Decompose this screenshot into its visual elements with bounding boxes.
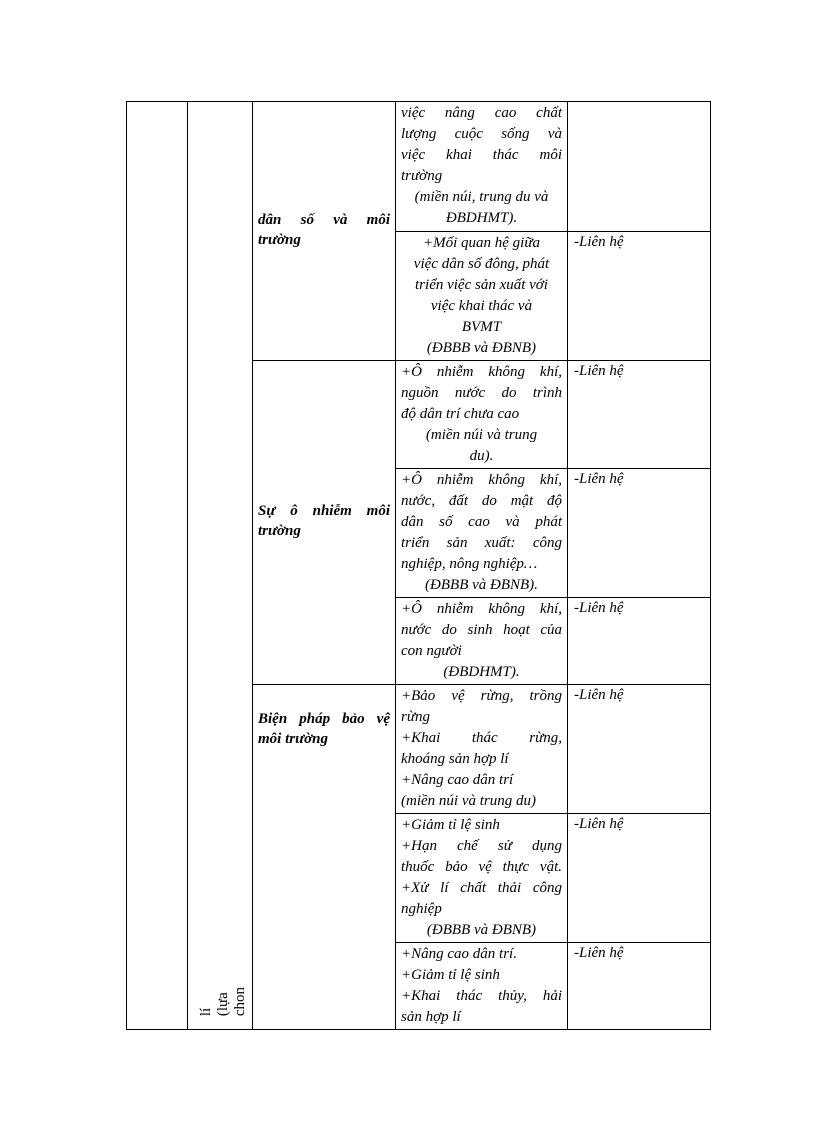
activity-cell <box>568 469 711 598</box>
content-text: việc nâng cao chất lượng cuộc sống và việc khai thác môi trường (miền núi, trung du và ĐBDHMT). <box>401 105 562 226</box>
content-cell <box>396 598 568 685</box>
side-label: lí (lựa chon <box>198 986 248 1016</box>
activity-cell <box>568 361 711 469</box>
content-text: +Nâng cao dân trí. +Giảm tỉ lệ sinh +Khai thác thủy, hải sản hợp lí <box>401 946 562 1025</box>
side-label-cell <box>188 102 253 1030</box>
content-text: +Ô nhiễm không khí, nguồn nước do trình độ dân trí chưa cao (miền núi và trung du). <box>401 364 562 464</box>
activity-cell <box>568 943 711 1030</box>
activity-text: -Liên hệ <box>574 471 624 487</box>
content-cell <box>396 685 568 814</box>
activity-text: -Liên hệ <box>574 600 624 616</box>
activity-text: -Liên hệ <box>574 687 624 703</box>
activity-cell <box>568 685 711 814</box>
activity-cell <box>568 102 711 232</box>
content-cell <box>396 361 568 469</box>
content-text: +Ô nhiễm không khí, nước, đất do mật độ dân số cao và phát triển sản xuất: công nghiệp, nông nghiệp… (ĐBBB và ĐBNB). <box>401 472 562 593</box>
activity-text: -Liên hệ <box>574 234 624 250</box>
topic-cell <box>253 685 396 1030</box>
activity-text: -Liên hệ <box>574 363 624 379</box>
topic-title: dân số và môi trường <box>258 212 390 248</box>
topic-cell <box>253 361 396 685</box>
content-cell <box>396 943 568 1030</box>
topic-title: Sự ô nhiễm môi trường <box>258 503 390 539</box>
activity-cell <box>568 814 711 943</box>
content-text: +Mối quan hệ giữa việc dân số đông, phát triển việc sản xuất với việc khai thác và BVMT (ĐBBB và ĐBNB) <box>413 235 550 356</box>
blank-column-cell <box>127 102 188 1030</box>
content-cell <box>396 814 568 943</box>
topic-cell <box>253 102 396 361</box>
content-text: +Ô nhiễm không khí, nước do sinh hoạt của con người (ĐBDHMT). <box>401 601 562 680</box>
content-cell <box>396 102 568 232</box>
content-cell <box>396 469 568 598</box>
content-text: +Bảo vệ rừng, trồng rừng +Khai thác rừng, khoáng sản hợp lí +Nâng cao dân trí (miền núi và trung du) <box>401 688 562 809</box>
topic-title: Biện pháp bảo vệ môi trường <box>258 711 390 747</box>
activity-text: -Liên hệ <box>574 816 624 832</box>
content-cell <box>396 232 568 361</box>
curriculum-table <box>126 101 711 1030</box>
activity-text: -Liên hệ <box>574 945 624 961</box>
activity-cell <box>568 232 711 361</box>
content-text: +Giảm tỉ lệ sinh +Hạn chế sử dụng thuốc bảo vệ thực vật. +Xử lí chất thải công nghiệp (ĐBBB và ĐBNB) <box>401 817 562 938</box>
activity-cell <box>568 598 711 685</box>
